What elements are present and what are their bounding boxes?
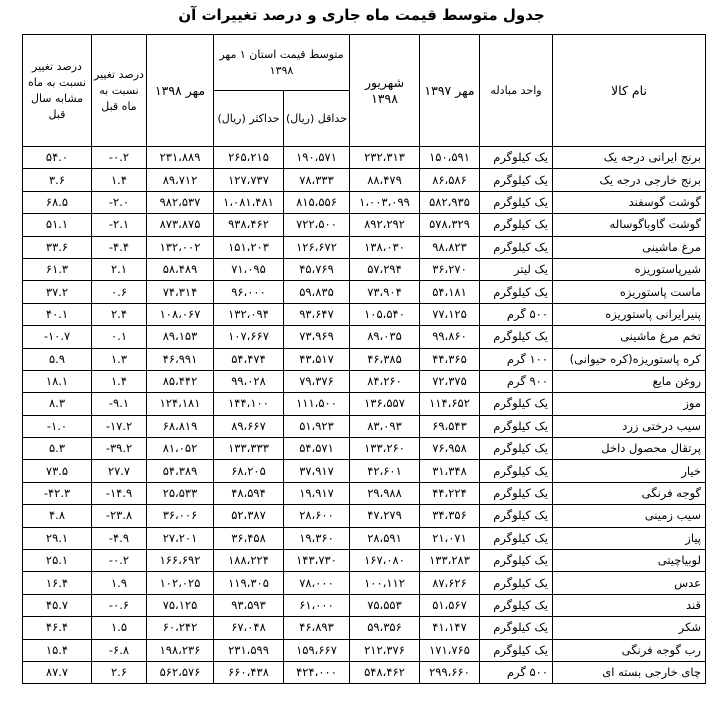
cell-max: ۴۸،۵۹۴ [214, 482, 284, 504]
cell-mehr98: ۸۷۳،۸۷۵ [147, 214, 214, 236]
cell-change-month: ۱.۴ [92, 169, 147, 191]
cell-change-month: ۱.۴ [92, 370, 147, 392]
cell-shahrivar98: ۱۳۳،۲۶۰ [350, 438, 420, 460]
cell-name: مرغ ماشینی [553, 236, 706, 258]
cell-max: ۶۶۰،۴۳۸ [214, 661, 284, 683]
cell-shahrivar98: ۸۴،۲۶۰ [350, 370, 420, 392]
cell-mehr97: ۳۴،۳۵۶ [420, 505, 480, 527]
cell-shahrivar98: ۴۲،۶۰۱ [350, 460, 420, 482]
cell-change-month: ۲.۶ [92, 661, 147, 683]
cell-change-year: ۳.۶ [23, 169, 92, 191]
cell-change-year: ۵۴.۰ [23, 147, 92, 169]
cell-max: ۱۳۲،۰۹۴ [214, 303, 284, 325]
cell-shahrivar98: ۲۸،۵۹۱ [350, 527, 420, 549]
cell-mehr97: ۸۷،۶۲۶ [420, 572, 480, 594]
table-title: جدول متوسط قیمت ماه جاری و درصد تغییرات آن [178, 6, 545, 24]
cell-name: برنج ایرانی درجه یک [553, 147, 706, 169]
cell-min: ۵۴،۵۷۱ [284, 438, 350, 460]
cell-change-year: ۷۳.۵ [23, 460, 92, 482]
cell-change-year: ۵.۳ [23, 438, 92, 460]
cell-change-month: ۰.۶ [92, 281, 147, 303]
cell-max: ۶۷،۰۴۸ [214, 617, 284, 639]
cell-change-year: -۱۰.۷ [23, 326, 92, 348]
header-unit: واحد مبادله [480, 35, 553, 147]
cell-shahrivar98: ۱۶۷،۰۸۰ [350, 550, 420, 572]
cell-min: ۴۳،۵۱۷ [284, 348, 350, 370]
cell-shahrivar98: ۱۰۰،۱۱۲ [350, 572, 420, 594]
cell-change-month: -۲.۱ [92, 214, 147, 236]
cell-mehr97: ۴۴،۳۶۵ [420, 348, 480, 370]
table-row [23, 303, 706, 325]
cell-min: ۱۹،۹۱۷ [284, 482, 350, 504]
cell-unit: یک لیتر [480, 258, 553, 280]
cell-change-year: ۶۱.۳ [23, 258, 92, 280]
cell-unit: یک کیلوگرم [480, 169, 553, 191]
cell-unit: یک کیلوگرم [480, 438, 553, 460]
cell-change-year: -۴۲.۳ [23, 482, 92, 504]
cell-mehr98: ۱۰۲،۰۲۵ [147, 572, 214, 594]
cell-min: ۱۴۳،۷۳۰ [284, 550, 350, 572]
cell-name: شیرپاستوریزه [553, 258, 706, 280]
cell-mehr98: ۱۶۶،۶۹۲ [147, 550, 214, 572]
cell-mehr97: ۷۲،۳۷۵ [420, 370, 480, 392]
cell-max: ۱۸۸،۲۲۴ [214, 550, 284, 572]
cell-name: تخم مرغ ماشینی [553, 326, 706, 348]
cell-max: ۱،۰۸۱،۴۸۱ [214, 191, 284, 213]
cell-mehr97: ۴۱،۱۴۷ [420, 617, 480, 639]
cell-change-year: ۳۷.۲ [23, 281, 92, 303]
cell-shahrivar98: ۸۹۲،۲۹۲ [350, 214, 420, 236]
cell-name: موز [553, 393, 706, 415]
cell-min: ۸۱۵،۵۵۶ [284, 191, 350, 213]
cell-max: ۹۳،۵۹۳ [214, 594, 284, 616]
table-row [23, 438, 706, 460]
cell-unit: ۵۰۰ گرم [480, 303, 553, 325]
cell-change-month: -۶.۸ [92, 639, 147, 661]
table-row [23, 393, 706, 415]
table-row [23, 236, 706, 258]
cell-mehr97: ۱۳۳،۲۸۳ [420, 550, 480, 572]
cell-shahrivar98: ۷۳،۹۰۴ [350, 281, 420, 303]
cell-unit: یک کیلوگرم [480, 191, 553, 213]
cell-mehr97: ۵۸۲،۹۳۵ [420, 191, 480, 213]
cell-unit: یک کیلوگرم [480, 572, 553, 594]
cell-min: ۵۱،۹۲۳ [284, 415, 350, 437]
cell-name: شکر [553, 617, 706, 639]
cell-min: ۱۹،۳۶۰ [284, 527, 350, 549]
cell-mehr98: ۸۱،۰۵۲ [147, 438, 214, 460]
cell-mehr98: ۲۷،۲۰۱ [147, 527, 214, 549]
cell-name: لوبیاچیتی [553, 550, 706, 572]
cell-name: گوشت گاوباگوساله [553, 214, 706, 236]
header-change-year: درصد تغییر نسبت به ماه مشابه سال قبل [23, 35, 92, 147]
table-row [23, 147, 706, 169]
cell-change-year: ۱۵.۴ [23, 639, 92, 661]
cell-name: پیاز [553, 527, 706, 549]
cell-change-year: ۴۵.۷ [23, 594, 92, 616]
cell-change-month: -۰.۶ [92, 594, 147, 616]
cell-change-month: -۲۳.۸ [92, 505, 147, 527]
cell-unit: یک کیلوگرم [480, 326, 553, 348]
cell-max: ۹۹،۰۲۸ [214, 370, 284, 392]
cell-max: ۱۱۹،۳۰۵ [214, 572, 284, 594]
cell-max: ۱۳۳،۳۳۳ [214, 438, 284, 460]
cell-max: ۵۴،۴۷۴ [214, 348, 284, 370]
cell-shahrivar98: ۸۳،۰۹۳ [350, 415, 420, 437]
cell-change-month: -۴.۴ [92, 236, 147, 258]
cell-unit: یک کیلوگرم [480, 550, 553, 572]
table-row [23, 415, 706, 437]
cell-change-year: -۱.۰ [23, 415, 92, 437]
table-row [23, 460, 706, 482]
cell-mehr97: ۱۷۱،۷۶۵ [420, 639, 480, 661]
cell-change-year: ۱۶.۴ [23, 572, 92, 594]
cell-change-year: ۸۷.۷ [23, 661, 92, 683]
cell-max: ۷۱،۰۹۵ [214, 258, 284, 280]
cell-mehr98: ۲۵،۵۳۳ [147, 482, 214, 504]
cell-mehr97: ۵۴،۱۸۱ [420, 281, 480, 303]
cell-max: ۱۲۷،۷۳۷ [214, 169, 284, 191]
cell-shahrivar98: ۲۹،۹۸۸ [350, 482, 420, 504]
cell-shahrivar98: ۲۳۲،۳۱۳ [350, 147, 420, 169]
cell-name: سیب زمینی [553, 505, 706, 527]
cell-unit: یک کیلوگرم [480, 594, 553, 616]
cell-shahrivar98: ۱،۰۰۳،۰۹۹ [350, 191, 420, 213]
cell-unit: ۱۰۰ گرم [480, 348, 553, 370]
cell-unit: یک کیلوگرم [480, 147, 553, 169]
table-row [23, 661, 706, 683]
cell-mehr97: ۳۶،۲۷۰ [420, 258, 480, 280]
cell-min: ۳۷،۹۱۷ [284, 460, 350, 482]
cell-name: قند [553, 594, 706, 616]
cell-min: ۹۳،۶۴۷ [284, 303, 350, 325]
table-row [23, 370, 706, 392]
cell-max: ۶۸،۲۰۵ [214, 460, 284, 482]
cell-change-month: ۱.۵ [92, 617, 147, 639]
cell-change-month: -۲.۰ [92, 191, 147, 213]
cell-mehr97: ۷۷،۱۲۵ [420, 303, 480, 325]
cell-name: عدس [553, 572, 706, 594]
cell-change-year: ۲۹.۱ [23, 527, 92, 549]
cell-unit: یک کیلوگرم [480, 482, 553, 504]
cell-min: ۷۸،۳۳۳ [284, 169, 350, 191]
table-row [23, 639, 706, 661]
cell-mehr98: ۷۴،۳۱۴ [147, 281, 214, 303]
table-row [23, 505, 706, 527]
table-row [23, 527, 706, 549]
cell-change-year: ۶۸.۵ [23, 191, 92, 213]
cell-change-year: ۲۵.۱ [23, 550, 92, 572]
cell-mehr98: ۸۹،۷۱۲ [147, 169, 214, 191]
cell-name: خیار [553, 460, 706, 482]
cell-mehr98: ۲۳۱،۸۸۹ [147, 147, 214, 169]
header-max: حداکثر (ریال) [214, 91, 284, 147]
cell-min: ۷۲۲،۵۰۰ [284, 214, 350, 236]
cell-mehr97: ۹۸،۸۲۳ [420, 236, 480, 258]
cell-mehr98: ۵۸،۴۸۹ [147, 258, 214, 280]
cell-change-month: -۱۷.۲ [92, 415, 147, 437]
cell-mehr97: ۵۷۸،۳۲۹ [420, 214, 480, 236]
cell-max: ۱۴۴،۱۰۰ [214, 393, 284, 415]
cell-shahrivar98: ۱۰۵،۵۴۰ [350, 303, 420, 325]
cell-max: ۱۰۷،۶۶۷ [214, 326, 284, 348]
cell-shahrivar98: ۲۱۲،۳۷۶ [350, 639, 420, 661]
cell-mehr97: ۱۱۴،۶۵۲ [420, 393, 480, 415]
cell-change-month: ۱.۹ [92, 572, 147, 594]
cell-unit: یک کیلوگرم [480, 639, 553, 661]
cell-mehr98: ۴۶،۹۹۱ [147, 348, 214, 370]
cell-name: پنیرایرانی پاستوریزه [553, 303, 706, 325]
cell-mehr97: ۳۱،۳۴۸ [420, 460, 480, 482]
table-row [23, 191, 706, 213]
cell-min: ۴۶،۸۹۳ [284, 617, 350, 639]
table-row [23, 281, 706, 303]
table-row [23, 572, 706, 594]
cell-min: ۱۹۰،۵۷۱ [284, 147, 350, 169]
price-table [22, 34, 706, 684]
cell-unit: ۹۰۰ گرم [480, 370, 553, 392]
cell-change-month: -۰.۲ [92, 147, 147, 169]
cell-change-month: ۰.۱ [92, 326, 147, 348]
cell-name: رب گوجه فرنگی [553, 639, 706, 661]
cell-unit: یک کیلوگرم [480, 415, 553, 437]
cell-shahrivar98: ۴۷،۲۷۹ [350, 505, 420, 527]
cell-mehr98: ۵۴،۳۸۹ [147, 460, 214, 482]
cell-mehr97: ۴۴،۲۲۴ [420, 482, 480, 504]
cell-unit: یک کیلوگرم [480, 460, 553, 482]
cell-name: گوجه فرنگی [553, 482, 706, 504]
cell-unit: یک کیلوگرم [480, 393, 553, 415]
cell-name: چای خارجی بسته ای [553, 661, 706, 683]
cell-change-month: -۳۹.۲ [92, 438, 147, 460]
cell-change-month: ۲.۱ [92, 258, 147, 280]
cell-name: ماست پاستوریزه [553, 281, 706, 303]
cell-change-year: ۳۳.۶ [23, 236, 92, 258]
cell-mehr98: ۱۰۸،۰۶۷ [147, 303, 214, 325]
cell-change-year: ۴.۸ [23, 505, 92, 527]
header-mehr98: مهر ۱۳۹۸ [147, 35, 214, 147]
cell-shahrivar98: ۸۹،۰۳۵ [350, 326, 420, 348]
cell-shahrivar98: ۵۴۸،۴۶۲ [350, 661, 420, 683]
table-row [23, 326, 706, 348]
header-name: نام کالا [553, 35, 706, 147]
cell-min: ۷۳،۹۶۹ [284, 326, 350, 348]
cell-min: ۱۵۹،۶۶۷ [284, 639, 350, 661]
cell-mehr97: ۸۶،۵۸۶ [420, 169, 480, 191]
cell-shahrivar98: ۴۶،۳۸۵ [350, 348, 420, 370]
cell-shahrivar98: ۱۳۶،۵۵۷ [350, 393, 420, 415]
cell-max: ۲۳۱،۵۹۹ [214, 639, 284, 661]
cell-shahrivar98: ۷۵،۵۵۳ [350, 594, 420, 616]
cell-shahrivar98: ۵۹،۳۵۶ [350, 617, 420, 639]
cell-min: ۲۸،۶۰۰ [284, 505, 350, 527]
cell-unit: یک کیلوگرم [480, 214, 553, 236]
cell-change-month: ۱.۳ [92, 348, 147, 370]
table-row [23, 550, 706, 572]
cell-mehr98: ۳۶،۰۰۶ [147, 505, 214, 527]
cell-mehr98: ۸۵،۴۴۲ [147, 370, 214, 392]
cell-min: ۱۱۱،۵۰۰ [284, 393, 350, 415]
cell-min: ۷۹،۳۷۶ [284, 370, 350, 392]
cell-mehr98: ۵۶۲،۵۷۶ [147, 661, 214, 683]
cell-name: روغن مایع [553, 370, 706, 392]
cell-max: ۹۶،۰۰۰ [214, 281, 284, 303]
cell-change-year: ۸.۳ [23, 393, 92, 415]
cell-change-month: ۲.۴ [92, 303, 147, 325]
cell-change-year: ۴۰.۱ [23, 303, 92, 325]
cell-mehr98: ۱۳۲،۰۰۲ [147, 236, 214, 258]
cell-max: ۵۲،۳۸۷ [214, 505, 284, 527]
cell-mehr97: ۲۹۹،۶۶۰ [420, 661, 480, 683]
cell-change-month: ۲۷.۷ [92, 460, 147, 482]
cell-mehr98: ۶۸،۸۱۹ [147, 415, 214, 437]
table-row [23, 348, 706, 370]
cell-name: پرتقال محصول داخل [553, 438, 706, 460]
cell-unit: یک کیلوگرم [480, 505, 553, 527]
cell-min: ۱۲۶،۶۷۲ [284, 236, 350, 258]
cell-unit: یک کیلوگرم [480, 617, 553, 639]
header-min: حداقل (ریال) [284, 91, 350, 147]
cell-min: ۴۵،۷۶۹ [284, 258, 350, 280]
cell-change-year: ۵۱.۱ [23, 214, 92, 236]
cell-change-month: -۴.۹ [92, 527, 147, 549]
cell-max: ۸۹،۶۶۷ [214, 415, 284, 437]
cell-unit: ۵۰۰ گرم [480, 661, 553, 683]
cell-unit: یک کیلوگرم [480, 527, 553, 549]
cell-change-year: ۱۸.۱ [23, 370, 92, 392]
cell-mehr98: ۹۸۲،۵۳۷ [147, 191, 214, 213]
cell-mehr97: ۱۵۰،۵۹۱ [420, 147, 480, 169]
header-mehr97: مهر ۱۳۹۷ [420, 35, 480, 147]
cell-name: کره پاستوریزه(کره حیوانی) [553, 348, 706, 370]
table-row [23, 258, 706, 280]
table-row [23, 617, 706, 639]
table-row [23, 214, 706, 236]
cell-min: ۵۹،۸۳۵ [284, 281, 350, 303]
cell-mehr98: ۶۰،۲۴۲ [147, 617, 214, 639]
cell-mehr97: ۹۹،۸۶۰ [420, 326, 480, 348]
header-shahrivar98: شهریور ۱۳۹۸ [350, 35, 420, 147]
cell-change-year: ۴۶.۴ [23, 617, 92, 639]
cell-change-month: -۰.۲ [92, 550, 147, 572]
table-row [23, 169, 706, 191]
header-change-month: درصد تغییر نسبت به ماه قبل [92, 35, 147, 147]
cell-change-year: ۵.۹ [23, 348, 92, 370]
cell-name: برنج خارجی درجه یک [553, 169, 706, 191]
cell-min: ۶۱،۰۰۰ [284, 594, 350, 616]
table-row [23, 482, 706, 504]
cell-mehr97: ۲۱،۰۷۱ [420, 527, 480, 549]
cell-name: سیب درختی زرد [553, 415, 706, 437]
cell-max: ۱۵۱،۲۰۳ [214, 236, 284, 258]
cell-shahrivar98: ۸۸،۴۷۹ [350, 169, 420, 191]
cell-mehr98: ۱۲۴،۱۸۱ [147, 393, 214, 415]
cell-mehr97: ۵۱،۵۶۷ [420, 594, 480, 616]
cell-max: ۳۶،۴۵۸ [214, 527, 284, 549]
header-avg-group: متوسط قیمت استان ۱ مهر ۱۳۹۸ [214, 35, 350, 91]
cell-shahrivar98: ۱۳۸،۰۳۰ [350, 236, 420, 258]
cell-change-month: -۱۴.۹ [92, 482, 147, 504]
cell-mehr97: ۶۹،۵۴۳ [420, 415, 480, 437]
cell-name: گوشت گوسفند [553, 191, 706, 213]
cell-unit: یک کیلوگرم [480, 236, 553, 258]
cell-mehr97: ۷۶،۹۵۸ [420, 438, 480, 460]
cell-mehr98: ۸۹،۱۵۳ [147, 326, 214, 348]
cell-unit: یک کیلوگرم [480, 281, 553, 303]
table-row [23, 594, 706, 616]
cell-min: ۴۲۴،۰۰۰ [284, 661, 350, 683]
cell-max: ۹۳۸،۴۶۲ [214, 214, 284, 236]
cell-min: ۷۸،۰۰۰ [284, 572, 350, 594]
cell-max: ۲۶۵،۲۱۵ [214, 147, 284, 169]
cell-mehr98: ۷۵،۱۲۵ [147, 594, 214, 616]
cell-change-month: -۹.۱ [92, 393, 147, 415]
cell-shahrivar98: ۵۷،۲۹۴ [350, 258, 420, 280]
cell-mehr98: ۱۹۸،۲۳۶ [147, 639, 214, 661]
